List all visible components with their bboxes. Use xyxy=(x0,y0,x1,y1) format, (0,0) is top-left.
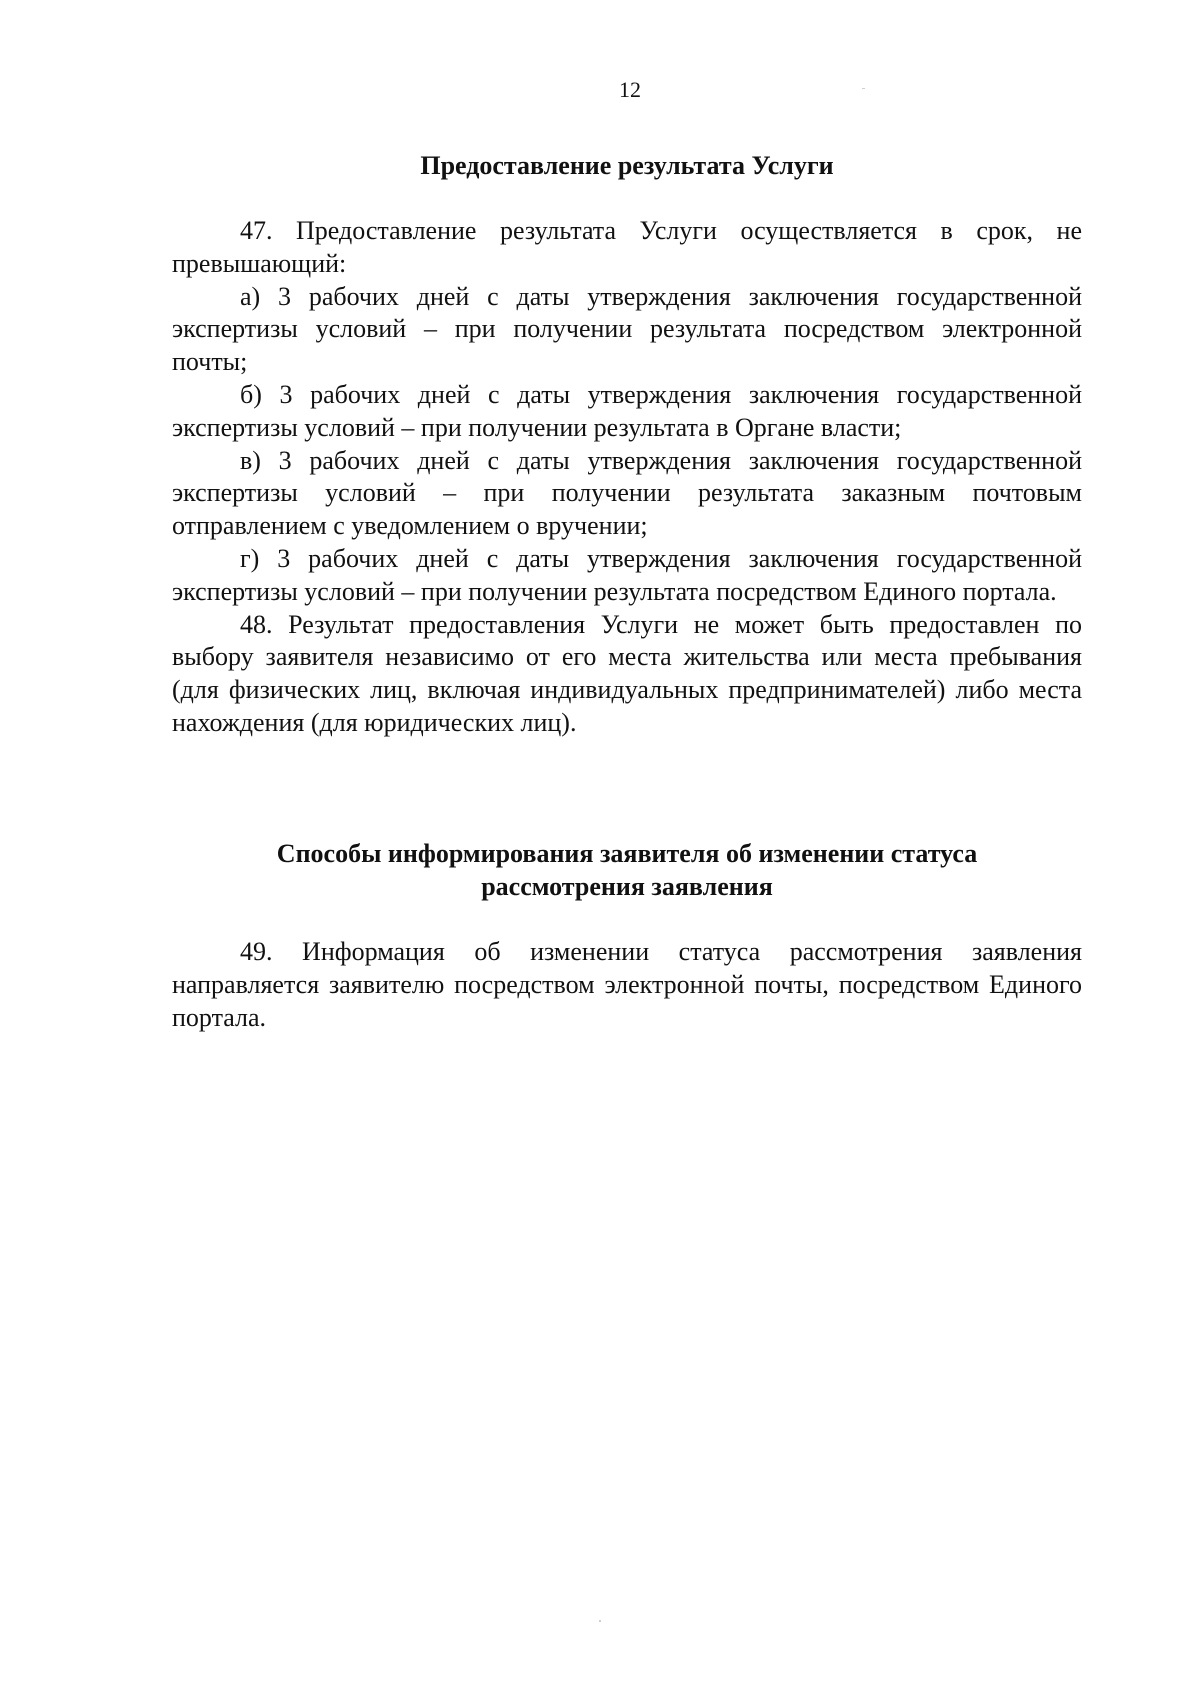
paragraph-49: 49. Информация об изменении статуса рассмотрения заявления направляется заявителю посредством электронной почты, посредством Единого портала. xyxy=(172,937,1082,1032)
paragraph-47-a: а) 3 рабочих дней с даты утверждения заключения государственной экспертизы условий – при получении результата посредством электронной почты; xyxy=(172,281,1082,377)
paragraph-47-v: в) 3 рабочих дней с даты утверждения заключения государственной экспертизы условий – при получении результата заказным почтовым отправлением с уведомлением о вручении; xyxy=(172,445,1082,541)
section-body-status-info xyxy=(172,936,1082,1034)
section-heading-line-2: рассмотрения заявления xyxy=(481,871,773,901)
scan-artifact xyxy=(599,1620,601,1622)
page-number: 12 xyxy=(619,77,641,102)
paragraph-47: 47. Предоставление результата Услуги осуществляется в срок, не превышающий: xyxy=(172,216,1082,278)
section-heading-result: Предоставление результата Услуги xyxy=(420,151,834,180)
paragraph-48: 48. Результат предоставления Услуги не может быть предоставлен по выбору заявителя независимо от его места жительства или места пребывания (для физических лиц, включая индивидуальных предпринимателей) либо места нахождения (для юридических лиц). xyxy=(172,609,1082,737)
paragraph-47-g: г) 3 рабочих дней с даты утверждения заключения государственной экспертизы условий – при получении результата посредством Единого портала. xyxy=(172,543,1082,606)
scan-artifact xyxy=(862,88,865,89)
section-heading-line-1: Способы информирования заявителя об изменении статуса xyxy=(276,839,978,868)
paragraph-47-b: б) 3 рабочих дней с даты утверждения заключения государственной экспертизы условий – при получении результата в Органе власти; xyxy=(172,379,1082,442)
section-body-result xyxy=(172,215,1082,740)
section-heading-status-info xyxy=(172,838,1082,904)
